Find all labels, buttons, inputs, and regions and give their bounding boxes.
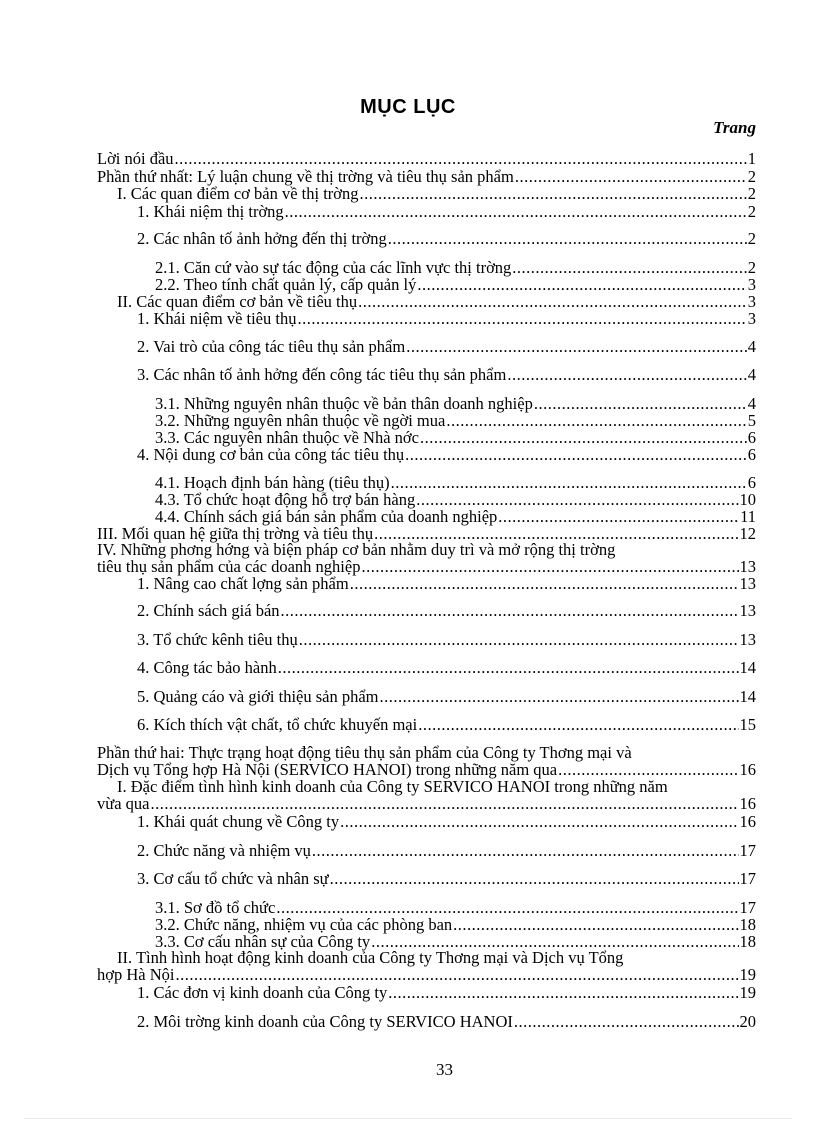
toc-entry-page: 19 xyxy=(739,984,756,1002)
toc-entry-page: 12 xyxy=(739,525,756,543)
toc-entry-text: 3.2. Chức năng, nhiệm vụ của các phòng ban xyxy=(155,916,453,934)
toc-entry-page: 14 xyxy=(739,659,756,677)
toc-entry-text: vừa qua xyxy=(97,795,150,813)
dot-leader xyxy=(418,716,738,734)
toc-entry-page: 2 xyxy=(747,230,756,248)
toc-entry xyxy=(137,631,756,649)
toc-entry-text: 2. Chính sách giá bán xyxy=(137,602,280,620)
dot-leader xyxy=(512,259,746,277)
toc-entry xyxy=(155,491,756,509)
toc-entry-text: Phần thứ nhất: Lý luận chung về thị trờng và tiêu thụ sản phẩm xyxy=(97,168,514,186)
dot-leader xyxy=(514,1013,739,1031)
dot-leader xyxy=(534,395,747,413)
toc-entry-page: 5 xyxy=(747,412,756,430)
toc-entry-page: 17 xyxy=(739,899,756,917)
toc-entry-page: 13 xyxy=(739,558,756,576)
toc-entry xyxy=(137,575,756,593)
toc-entry-page: 6 xyxy=(747,446,756,464)
dot-leader xyxy=(312,842,739,860)
dot-leader xyxy=(175,150,747,168)
toc-entry-text: 3.1. Sơ đồ tổ chức xyxy=(155,899,276,917)
toc-entry-continued: II. Tình hình hoạt động kinh doanh của Công ty Thơng mại và Dịch vụ Tổng xyxy=(117,949,624,967)
toc-entry-continued: I. Đặc điểm tình hình kinh doanh của Công ty SERVICO HANOI trong những năm xyxy=(117,778,668,796)
bottom-divider xyxy=(24,1118,792,1119)
toc-entry xyxy=(155,429,756,447)
toc-entry-text: III. Mối quan hệ giữa thị trờng và tiêu thụ xyxy=(97,525,374,543)
toc-entry-page: 2 xyxy=(747,259,756,277)
dot-leader xyxy=(388,984,738,1002)
dot-leader xyxy=(285,203,747,221)
toc-entry xyxy=(137,984,756,1002)
toc-entry-continued: Phần thứ hai: Thực trạng hoạt động tiêu thụ sản phẩm của Công ty Thơng mại và xyxy=(97,744,632,762)
dot-leader xyxy=(558,761,738,779)
toc-entry-text: 3. Các nhân tố ảnh hởng đến công tác tiêu thụ sản phẩm xyxy=(137,366,507,384)
toc-entry xyxy=(137,230,756,248)
toc-entry xyxy=(117,293,756,311)
toc-entry xyxy=(155,395,756,413)
toc-entry-text: 3. Cơ cấu tổ chức và nhân sự xyxy=(137,870,329,888)
toc-entry-page: 3 xyxy=(747,293,756,311)
toc-entry-text: Dịch vụ Tổng hợp Hà Nội (SERVICO HANOI) trong những năm qua xyxy=(97,761,558,779)
toc-entry-text: 3.2. Những nguyên nhân thuộc về ngời mua xyxy=(155,412,446,430)
toc-entry xyxy=(155,276,756,294)
toc-entry-page: 3 xyxy=(747,310,756,328)
toc-entry xyxy=(97,168,756,186)
dot-leader xyxy=(358,293,747,311)
toc-entry-text: tiêu thụ sản phẩm của các doanh nghiệp xyxy=(97,558,361,576)
toc-entry xyxy=(137,716,756,734)
dot-leader xyxy=(361,558,738,576)
toc-entry xyxy=(155,412,756,430)
dot-leader xyxy=(417,276,746,294)
toc-entry-page: 6 xyxy=(747,474,756,492)
toc-entry-page: 2 xyxy=(747,203,756,221)
toc-entry xyxy=(97,558,756,576)
toc-entry xyxy=(137,310,756,328)
toc-entry xyxy=(155,474,756,492)
toc-entry xyxy=(137,446,756,464)
toc-entry-page: 16 xyxy=(739,795,756,813)
toc-entry xyxy=(137,602,756,620)
dot-leader xyxy=(278,659,739,677)
toc-entry xyxy=(137,813,756,831)
toc-entry-text: 2. Môi trờng kinh doanh của Công ty SERVICO HANOI xyxy=(137,1013,513,1031)
toc-entry-text: 2.1. Căn cứ vào sự tác động của các lĩnh vực thị trờng xyxy=(155,259,512,277)
toc-entry-page: 18 xyxy=(739,916,756,934)
toc-entry xyxy=(137,842,756,860)
toc-entry xyxy=(97,966,756,984)
dot-leader xyxy=(416,491,738,509)
toc-entry-text: 3. Tổ chức kênh tiêu thụ xyxy=(137,631,298,649)
toc-entry xyxy=(137,659,756,677)
dot-leader xyxy=(360,185,747,203)
dot-leader xyxy=(340,813,738,831)
dot-leader xyxy=(453,916,738,934)
toc-entry-text: 1. Các đơn vị kinh doanh của Công ty xyxy=(137,984,388,1002)
page-column-label: Trang xyxy=(713,118,756,137)
toc-entry-text: I. Các quan điểm cơ bản về thị trờng xyxy=(117,185,359,203)
toc-entry-text: 2. Vai trò của công tác tiêu thụ sản phẩm xyxy=(137,338,406,356)
toc-entry xyxy=(97,795,756,813)
dot-leader xyxy=(446,412,746,430)
dot-leader xyxy=(391,474,747,492)
toc-entry-page: 13 xyxy=(739,575,756,593)
toc-entry-page: 4 xyxy=(747,395,756,413)
toc-entry xyxy=(137,1013,756,1031)
toc-entry-text: hợp Hà Nội xyxy=(97,966,175,984)
toc-entry xyxy=(117,185,756,203)
toc-entry xyxy=(155,259,756,277)
toc-entry-page: 20 xyxy=(739,1013,756,1031)
toc-entry xyxy=(155,899,756,917)
toc-entry-text: 1. Nâng cao chất lợng sản phẩm xyxy=(137,575,349,593)
toc-entry xyxy=(155,916,756,934)
dot-leader xyxy=(507,366,746,384)
toc-entry-text: 4.4. Chính sách giá bán sản phẩm của doanh nghiệp xyxy=(155,508,498,526)
toc-entry-text: 2.2. Theo tính chất quản lý, cấp quản lý xyxy=(155,276,417,294)
toc-entry-page: 4 xyxy=(747,366,756,384)
toc-entry xyxy=(137,688,756,706)
toc-entry-page: 17 xyxy=(739,870,756,888)
toc-entry xyxy=(137,870,756,888)
toc-entry-text: 2. Các nhân tố ảnh hởng đến thị trờng xyxy=(137,230,387,248)
toc-entry-page: 6 xyxy=(747,429,756,447)
toc-entry-page: 1 xyxy=(747,150,756,168)
toc-entry-page: 14 xyxy=(739,688,756,706)
dot-leader xyxy=(276,899,738,917)
toc-entry-text: 3.1. Những nguyên nhân thuộc về bản thân doanh nghiệp xyxy=(155,395,533,413)
toc-entry-text: Lời nói đầu xyxy=(97,150,174,168)
toc-entry-page: 4 xyxy=(747,338,756,356)
toc-entry-text: 4.3. Tổ chức hoạt động hỗ trợ bán hàng xyxy=(155,491,416,509)
toc-entry-text: 1. Khái quát chung về Công ty xyxy=(137,813,340,831)
dot-leader xyxy=(150,795,738,813)
dot-leader xyxy=(515,168,747,186)
toc-entry-text: 6. Kích thích vật chất, tổ chức khuyến mại xyxy=(137,716,418,734)
toc-entry xyxy=(155,508,756,526)
toc-entry-text: 5. Quảng cáo và giới thiệu sản phẩm xyxy=(137,688,379,706)
dot-leader xyxy=(380,688,739,706)
toc-entry-page: 19 xyxy=(739,966,756,984)
toc-entry-text: 2. Chức năng và nhiệm vụ xyxy=(137,842,311,860)
toc-entry-text: 3.3. Các nguyên nhân thuộc về Nhà nớc xyxy=(155,429,419,447)
toc-entry-page: 2 xyxy=(747,168,756,186)
dot-leader xyxy=(406,338,747,356)
toc-entry-text: 1. Khái niệm thị trờng xyxy=(137,203,284,221)
toc-entry-text: 4. Nội dung cơ bản của công tác tiêu thụ xyxy=(137,446,405,464)
toc-entry-page: 15 xyxy=(739,716,756,734)
toc-entry-page: 13 xyxy=(739,602,756,620)
dot-leader xyxy=(297,310,746,328)
toc-entry-page: 16 xyxy=(739,813,756,831)
toc-entry xyxy=(137,203,756,221)
toc-entry xyxy=(137,338,756,356)
toc-entry-text: 3.3. Cơ cấu nhân sự của Công ty xyxy=(155,933,371,951)
toc-entry-page: 13 xyxy=(739,631,756,649)
page-number: 33 xyxy=(436,1060,453,1079)
toc-entry-continued: IV. Những phơng hớng và biện pháp cơ bản nhằm duy trì và mở rộng thị trờng xyxy=(97,541,616,559)
dot-leader xyxy=(420,429,747,447)
dot-leader xyxy=(350,575,739,593)
dot-leader xyxy=(299,631,739,649)
dot-leader xyxy=(498,508,739,526)
dot-leader xyxy=(405,446,747,464)
toc-entry xyxy=(97,150,756,168)
toc-entry xyxy=(137,366,756,384)
toc-entry xyxy=(97,761,756,779)
page-title: MỤC LỤC xyxy=(360,96,456,118)
toc-entry-text: 1. Khái niệm về tiêu thụ xyxy=(137,310,297,328)
dot-leader xyxy=(330,870,739,888)
toc-entry-page: 16 xyxy=(739,761,756,779)
toc-entry-text: 4.1. Hoạch định bán hàng (tiêu thụ) xyxy=(155,474,390,492)
toc-entry-text: 4. Công tác bảo hành xyxy=(137,659,277,677)
dot-leader xyxy=(281,602,739,620)
toc-entry-page: 18 xyxy=(739,933,756,951)
toc-entry-page: 11 xyxy=(740,508,756,526)
toc-entry-page: 17 xyxy=(739,842,756,860)
toc-entry-page: 2 xyxy=(747,185,756,203)
toc-entry-page: 10 xyxy=(739,491,756,509)
toc-entry-text: II. Các quan điểm cơ bản về tiêu thụ xyxy=(117,293,358,311)
dot-leader xyxy=(388,230,747,248)
toc-entry-page: 3 xyxy=(747,276,756,294)
dot-leader xyxy=(175,966,738,984)
